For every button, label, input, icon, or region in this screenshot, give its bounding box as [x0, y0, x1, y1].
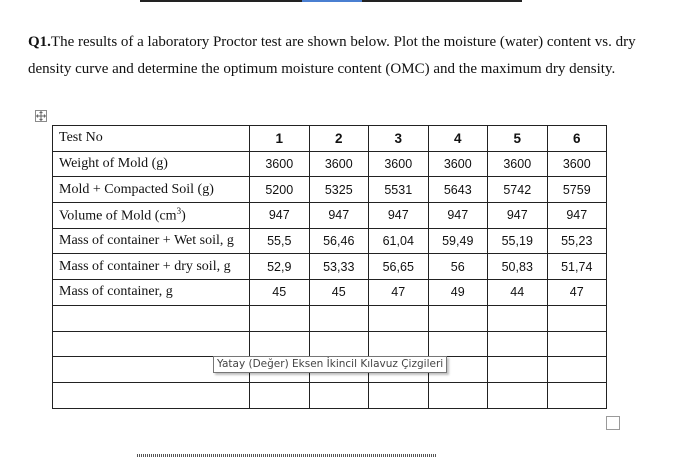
header-label-cell[interactable]: Test No [53, 126, 250, 152]
empty-cell[interactable] [547, 382, 607, 408]
table-cell[interactable]: 49 [428, 280, 488, 306]
table-cell[interactable]: 3600 [428, 151, 488, 177]
table-cell[interactable]: 5742 [488, 177, 548, 203]
table-cell[interactable]: 3600 [488, 151, 548, 177]
header-col-cell[interactable]: 2 [309, 126, 369, 152]
empty-cell[interactable] [53, 382, 250, 408]
row-label-cell[interactable]: Mass of container + dry soil, g [53, 254, 250, 280]
row-label-end: ) [181, 208, 186, 224]
table-cell[interactable]: 56,65 [369, 254, 429, 280]
empty-cell[interactable] [369, 305, 429, 331]
table-cell[interactable]: 45 [250, 280, 310, 306]
empty-cell[interactable] [250, 331, 310, 357]
empty-cell[interactable] [547, 305, 607, 331]
empty-table-row [53, 305, 607, 331]
table-row [53, 203, 607, 229]
table-cell[interactable]: 5200 [250, 177, 310, 203]
empty-table-row [53, 331, 607, 357]
table-cell[interactable]: 50,83 [488, 254, 548, 280]
question-paragraph [28, 29, 658, 83]
table-cell[interactable]: 5759 [547, 177, 607, 203]
table-cell[interactable]: 59,49 [428, 228, 488, 254]
empty-cell[interactable] [428, 382, 488, 408]
question-text: The results of a laboratory Proctor test are shown below. Plot the moisture (water) content vs. dry density curve and determine the optimum moisture content (OMC) and the maximum dry density. [28, 34, 636, 77]
table-cell[interactable]: 3600 [309, 151, 369, 177]
table-cell[interactable]: 47 [369, 280, 429, 306]
row-label-cell[interactable]: Mold + Compacted Soil (g) [53, 177, 250, 203]
table-cell[interactable]: 3600 [547, 151, 607, 177]
gridlines-tooltip: Yatay (Değer) Eksen İkincil Kılavuz Çizgileri [213, 356, 447, 373]
table-row [53, 151, 607, 177]
header-col-cell[interactable]: 1 [250, 126, 310, 152]
table-cell[interactable]: 3600 [369, 151, 429, 177]
empty-cell[interactable] [53, 305, 250, 331]
table-cell[interactable]: 55,23 [547, 228, 607, 254]
table-cell[interactable]: 947 [250, 203, 310, 229]
header-col-cell[interactable]: 3 [369, 126, 429, 152]
table-cell[interactable]: 55,19 [488, 228, 548, 254]
table-cell[interactable]: 56,46 [309, 228, 369, 254]
table-cell[interactable]: 5643 [428, 177, 488, 203]
empty-cell[interactable] [488, 305, 548, 331]
question-number: Q1. [28, 34, 51, 50]
empty-cell[interactable] [547, 357, 607, 383]
table-row [53, 254, 607, 280]
table-cell[interactable]: 5325 [309, 177, 369, 203]
row-label-cell[interactable]: Mass of container + Wet soil, g [53, 228, 250, 254]
empty-cell[interactable] [488, 331, 548, 357]
table-cell[interactable]: 44 [488, 280, 548, 306]
page-top-border-accent [302, 0, 362, 2]
empty-cell[interactable] [309, 305, 369, 331]
page-bottom-border [137, 454, 437, 457]
table-cell[interactable]: 947 [547, 203, 607, 229]
table-row [53, 177, 607, 203]
page-top-border [140, 0, 522, 2]
table-cell[interactable]: 56 [428, 254, 488, 280]
table-cell[interactable]: 5531 [369, 177, 429, 203]
table-cell[interactable]: 45 [309, 280, 369, 306]
empty-cell[interactable] [428, 331, 488, 357]
table-cell[interactable]: 947 [488, 203, 548, 229]
resize-square-icon[interactable] [606, 416, 620, 430]
table-cell[interactable]: 3600 [250, 151, 310, 177]
empty-cell[interactable] [309, 382, 369, 408]
table-cell[interactable]: 947 [309, 203, 369, 229]
empty-cell[interactable] [369, 331, 429, 357]
table-row [53, 228, 607, 254]
empty-cell[interactable] [369, 382, 429, 408]
table-row [53, 280, 607, 306]
empty-table-row [53, 382, 607, 408]
row-label-main: Volume of Mold (cm [59, 208, 177, 224]
table-cell[interactable]: 53,33 [309, 254, 369, 280]
table-cell[interactable]: 947 [369, 203, 429, 229]
empty-cell[interactable] [488, 357, 548, 383]
header-col-cell[interactable]: 4 [428, 126, 488, 152]
empty-cell[interactable] [250, 382, 310, 408]
table-cell[interactable]: 51,74 [547, 254, 607, 280]
empty-cell[interactable] [53, 331, 250, 357]
table-cell[interactable]: 47 [547, 280, 607, 306]
header-col-cell[interactable]: 5 [488, 126, 548, 152]
row-label-cell[interactable]: Mass of container, g [53, 280, 250, 306]
empty-cell[interactable] [309, 331, 369, 357]
row-label-cell[interactable]: Weight of Mold (g) [53, 151, 250, 177]
empty-cell[interactable] [428, 305, 488, 331]
table-cell[interactable]: 947 [428, 203, 488, 229]
table-cell[interactable]: 55,5 [250, 228, 310, 254]
empty-cell[interactable] [488, 382, 548, 408]
row-label-superscript: 3 [176, 206, 182, 217]
move-arrows-icon [36, 111, 46, 121]
row-label-cell[interactable] [53, 203, 250, 229]
empty-cell[interactable] [547, 331, 607, 357]
empty-cell[interactable] [250, 305, 310, 331]
table-cell[interactable]: 61,04 [369, 228, 429, 254]
table-header-row [53, 126, 607, 152]
header-col-cell[interactable]: 6 [547, 126, 607, 152]
table-cell[interactable]: 52,9 [250, 254, 310, 280]
table-move-handle-icon[interactable] [35, 110, 47, 122]
